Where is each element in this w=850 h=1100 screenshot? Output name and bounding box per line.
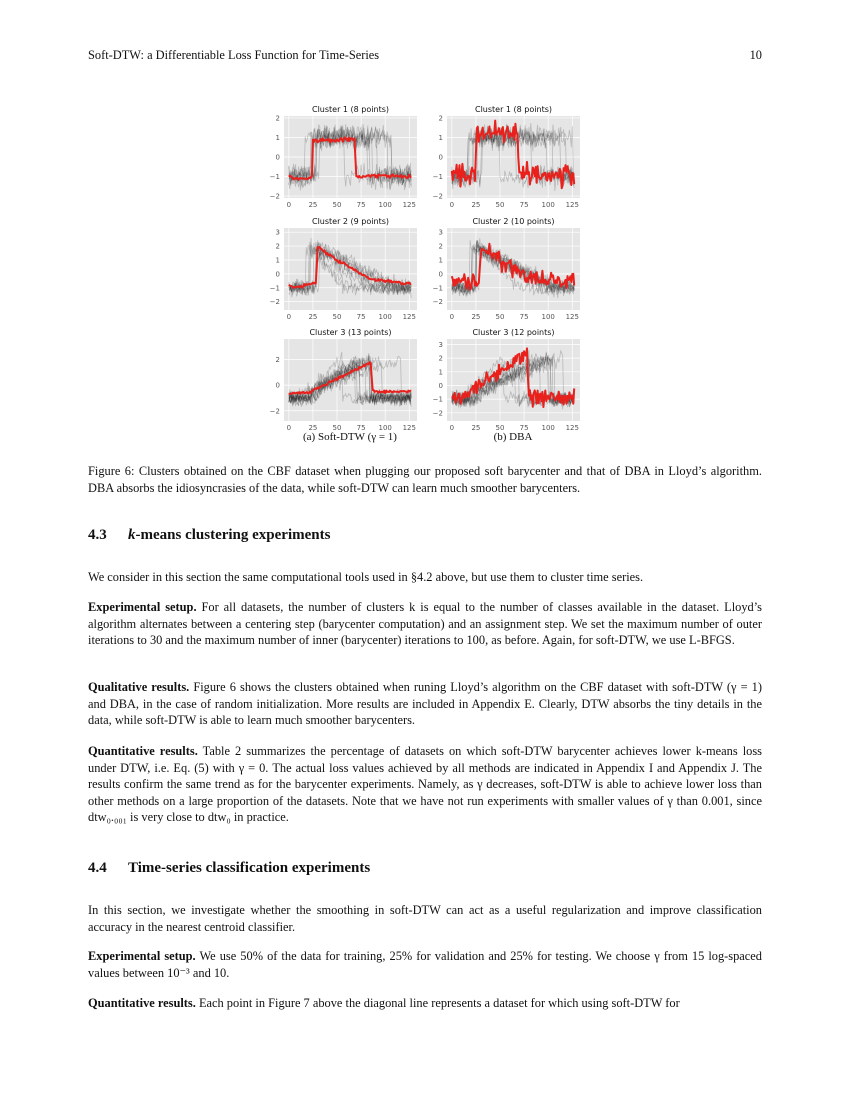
plot-background <box>284 228 417 310</box>
y-tick-label: 3 <box>275 228 280 237</box>
y-tick-label: 2 <box>438 354 443 363</box>
x-tick-label: 125 <box>402 201 416 209</box>
y-tick-label: −2 <box>432 192 443 201</box>
plot-background <box>284 339 417 421</box>
y-tick-label: 0 <box>438 381 443 390</box>
plot-area <box>433 114 580 209</box>
x-tick-label: 25 <box>308 201 318 209</box>
y-tick-label: 0 <box>438 270 443 279</box>
x-tick-label: 75 <box>356 424 366 432</box>
section-intro: We consider in this section the same computational tools used in §4.2 above, but use them to cluster time series. <box>88 570 644 584</box>
y-tick-label: 2 <box>275 114 280 123</box>
cluster-plot <box>269 104 417 220</box>
cluster-plot <box>432 327 580 443</box>
plot-area <box>433 339 580 432</box>
plot-svg <box>269 216 417 328</box>
y-tick-label: −1 <box>432 173 443 182</box>
plot-svg <box>269 327 417 439</box>
plot-svg <box>269 104 417 216</box>
plot-svg <box>432 216 580 328</box>
y-tick-label: 2 <box>275 242 280 251</box>
plot-title: Cluster 2 (9 points) <box>311 217 390 226</box>
y-tick-label: 1 <box>275 133 280 142</box>
plot-svg <box>432 327 580 439</box>
x-tick-label: 0 <box>286 201 292 209</box>
x-tick-label: 25 <box>471 201 481 209</box>
x-tick-label: 25 <box>308 424 318 432</box>
plot-svg <box>432 104 580 216</box>
x-tick-label: 100 <box>541 201 555 209</box>
cluster-plot <box>269 327 417 443</box>
x-tick-label: 125 <box>565 313 579 321</box>
y-tick-label: −2 <box>269 298 280 307</box>
plot-area <box>433 228 580 321</box>
y-tick-label: 1 <box>275 256 280 265</box>
x-tick-label: 50 <box>332 313 342 321</box>
x-tick-label: 100 <box>378 424 392 432</box>
paragraph-experimental-setup: Experimental setup. For all datasets, the number of clusters k is equal to the number of classes available in the dataset. Lloyd’s algorithm alternates between a centering step (barycenter computation) and an assignment step. We set the maximum number of outer iterations to 30 and the maximum number of inner (barycenter) iterations to 100, as before. Again, for soft-DTW, we use L-BFGS. <box>88 600 762 648</box>
cluster-plot <box>269 216 417 332</box>
cluster-plot <box>432 104 580 220</box>
x-tick-label: 125 <box>565 201 579 209</box>
y-tick-label: −2 <box>432 409 443 418</box>
plot-title: Cluster 3 (13 points) <box>309 328 392 337</box>
y-tick-label: 1 <box>438 256 443 265</box>
y-tick-label: −1 <box>269 284 280 293</box>
y-tick-label: −2 <box>269 192 280 201</box>
x-tick-label: 0 <box>449 201 455 209</box>
y-tick-label: 3 <box>438 340 443 349</box>
y-tick-label: −1 <box>432 395 443 404</box>
figure-caption: Figure 6: Clusters obtained on the CBF dataset when plugging our proposed soft barycenter and that of DBA in Lloyd’s algorithm. DBA absorbs the idiosyncrasies of the data, while soft-DTW can learn much smoother barycenters. <box>88 464 762 495</box>
x-tick-label: 50 <box>495 201 505 209</box>
x-tick-label: 25 <box>471 424 481 432</box>
plot-area <box>270 339 417 432</box>
y-tick-label: 1 <box>438 368 443 377</box>
x-tick-label: 100 <box>378 201 392 209</box>
x-tick-label: 50 <box>332 424 342 432</box>
x-tick-label: 100 <box>378 313 392 321</box>
x-tick-label: 25 <box>471 313 481 321</box>
plot-title: Cluster 1 (8 points) <box>311 105 390 114</box>
section-heading-4-3: 4.3 k-means clustering experiments <box>88 527 331 543</box>
section-intro: In this section, we investigate whether the smoothing in soft-DTW can act as a useful regularization and improve classification accuracy in the nearest centroid classifier. <box>88 903 762 934</box>
y-tick-label: 0 <box>275 153 280 162</box>
running-title: Soft-DTW: a Differentiable Loss Function for Time-Series <box>88 48 380 62</box>
y-tick-label: 0 <box>275 270 280 279</box>
y-tick-label: 0 <box>275 381 280 390</box>
page-number: 10 <box>749 48 762 62</box>
x-tick-label: 0 <box>286 313 292 321</box>
y-tick-label: 2 <box>275 356 280 364</box>
paragraph-quantitative-results: Quantitative results. Each point in Figure 7 above the diagonal line represents a dataset for which using soft-DTW for <box>88 996 680 1010</box>
x-tick-label: 0 <box>449 313 455 321</box>
y-tick-label: −1 <box>269 173 280 182</box>
x-tick-label: 75 <box>519 313 529 321</box>
x-tick-label: 50 <box>495 424 505 432</box>
paragraph-qualitative-results: Qualitative results. Figure 6 shows the clusters obtained when runing Lloyd’s algorithm on the CBF dataset with soft-DTW (γ = 1) and DBA, in the case of random initialization. More results are included in Appendix E. Clearly, DTW absorbs the tiny details in the data, while soft-DTW is able to learn much smoother barycenters. <box>88 680 762 728</box>
plot-area <box>270 228 417 321</box>
x-tick-label: 0 <box>449 424 455 432</box>
y-tick-label: 2 <box>438 114 443 123</box>
x-tick-label: 100 <box>541 313 555 321</box>
x-tick-label: 25 <box>308 313 318 321</box>
y-tick-label: 1 <box>438 133 443 142</box>
y-tick-label: 0 <box>438 153 443 162</box>
paragraph-quantitative-results: Quantitative results. Table 2 summarizes the percentage of datasets on which soft-DTW barycenter achieves lower k-means loss under DTW, i.e. Eq. (5) with γ = 0. The actual loss values achieved by all methods are indicated in Appendix I and Appendix J. The results confirm the same trend as for the barycenter experiments. Namely, as γ decreases, soft-DTW is able to achieve lower loss than other methods on a large proportion of the datasets. Note that we have not run experiments with smaller values of γ than 0.001, since dtw₀.₀₀₁ is very close to dtw₀ in practice. <box>88 744 762 825</box>
x-tick-label: 75 <box>356 313 366 321</box>
y-tick-label: 2 <box>438 242 443 251</box>
x-tick-label: 50 <box>495 313 505 321</box>
section-heading-4-4: 4.4 Time-series classification experiments <box>88 860 371 876</box>
y-tick-label: −1 <box>432 284 443 293</box>
x-tick-label: 75 <box>519 201 529 209</box>
x-tick-label: 50 <box>332 201 342 209</box>
plot-title: Cluster 1 (8 points) <box>474 105 553 114</box>
x-tick-label: 125 <box>402 424 416 432</box>
x-tick-label: 125 <box>402 313 416 321</box>
y-tick-label: −2 <box>432 298 443 307</box>
x-tick-label: 0 <box>286 424 292 432</box>
plot-title: Cluster 3 (12 points) <box>472 328 555 337</box>
plot-area <box>270 114 417 209</box>
subcaption-b: (b) DBA <box>493 431 533 443</box>
paragraph-experimental-setup: Experimental setup. We use 50% of the data for training, 25% for validation and 25% for testing. We choose γ from 15 log-spaced values between 10⁻³ and 10. <box>88 949 762 980</box>
y-tick-label: −2 <box>269 407 280 416</box>
subcaption-a: (a) Soft-DTW (γ = 1) <box>303 431 397 443</box>
y-tick-label: 3 <box>438 228 443 237</box>
cluster-plot <box>432 216 580 332</box>
x-tick-label: 100 <box>541 424 555 432</box>
x-tick-label: 125 <box>565 424 579 432</box>
x-tick-label: 75 <box>519 424 529 432</box>
plot-title: Cluster 2 (10 points) <box>472 217 555 226</box>
x-tick-label: 75 <box>356 201 366 209</box>
